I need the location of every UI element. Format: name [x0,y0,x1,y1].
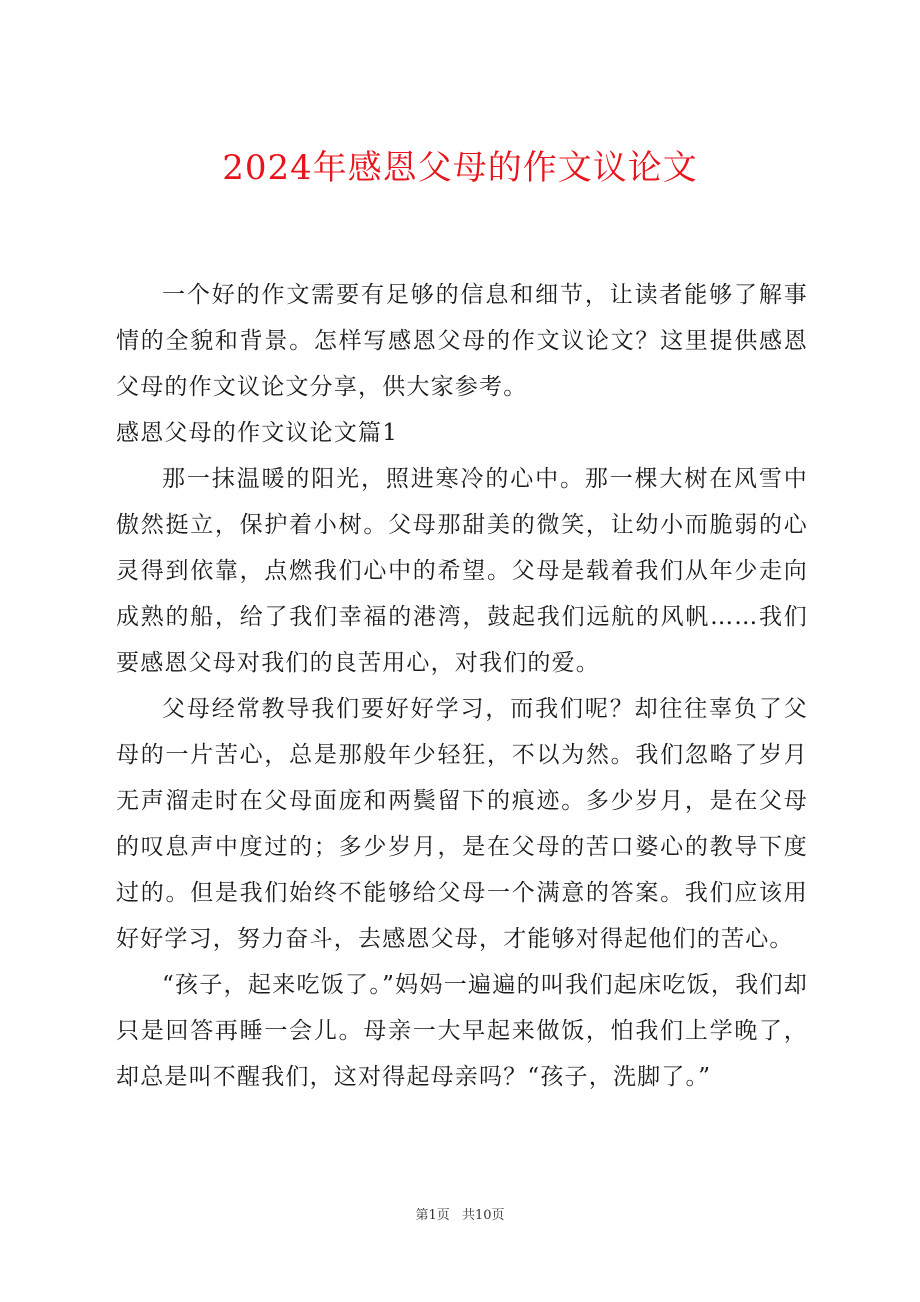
section-heading: 感恩父母的作文议论文篇1 [116,420,399,446]
page-footer [0,1206,920,1226]
body-paragraph-1: 那一抹温暖的阳光，照进寒冷的心中。那一棵大树在风雪中傲然挺立，保护着小树。父母那甜美的微笑，让幼小而脆弱的心灵得到依靠，点燃我们心中的希望。父母是载着我们从年少走向成熟的船，给了我们幸福的港湾，鼓起我们远航的风帆……我们要感恩父母对我们的良苦用心，对我们的爱。 [116,466,808,676]
body-paragraph-2: 父母经常教导我们要好好学习，而我们呢？却往往辜负了父母的一片苦心，总是那般年少轻狂，不以为然。我们忽略了岁月无声溜走时在父母面庞和两鬓留下的痕迹。多少岁月，是在父母的叹息声中度过的；多少岁月，是在父母的苦口婆心的教导下度过的。但是我们始终不能够给父母一个满意的答案。我们应该用好好学习，努力奋斗，去感恩父母，才能够对得起他们的苦心。 [116,696,808,952]
document-title: 2024年感恩父母的作文议论文 [222,148,698,188]
body-paragraph-3: “孩子，起来吃饭了。”妈妈一遍遍的叫我们起床吃饭，我们却只是回答再睡一会儿。母亲一大早起来做饭，怕我们上学晚了，却总是叫不醒我们，这对得起母亲吗？“孩子，洗脚了。” [116,972,808,1090]
intro-paragraph: 一个好的作文需要有足够的信息和细节，让读者能够了解事情的全貌和背景。怎样写感恩父母的作文议论文？这里提供感恩父母的作文议论文分享，供大家参考。 [116,282,808,400]
page-total: 共10页 [461,1208,505,1223]
page-number: 第1页 [415,1208,450,1223]
document-body [116,272,808,1100]
